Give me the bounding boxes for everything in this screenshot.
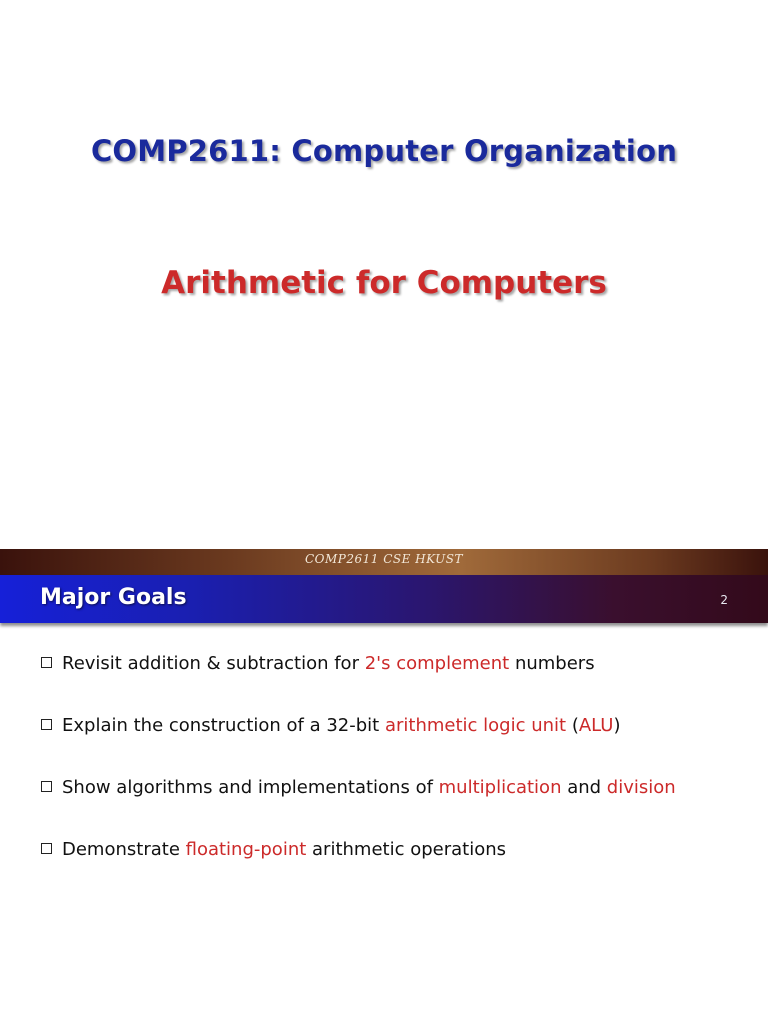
checkbox-bullet-icon <box>41 719 52 730</box>
footer-text: COMP2611 CSE HKUST <box>304 552 464 566</box>
bullet-text: numbers <box>509 653 595 674</box>
bullet-text: ) <box>613 715 621 736</box>
checkbox-bullet-icon <box>41 843 52 854</box>
footer-bar <box>0 549 768 575</box>
highlight-term: division <box>606 777 676 798</box>
bullet-list <box>41 648 761 896</box>
checkbox-bullet-icon <box>41 657 52 668</box>
bullet-text: Demonstrate <box>62 839 186 860</box>
highlight-term: floating-point <box>185 839 307 860</box>
bullet-item <box>41 710 761 741</box>
page-number: 2 <box>720 593 728 607</box>
highlight-term: multiplication <box>438 777 562 798</box>
checkbox-bullet-icon <box>41 781 52 792</box>
bullet-text: and <box>561 777 607 798</box>
bullet-item <box>41 772 761 803</box>
bullet-text: Revisit addition & subtraction for <box>62 653 365 674</box>
bullet-text: Show algorithms and implementations of <box>62 777 439 798</box>
course-title: COMP2611: Computer Organization <box>90 134 678 168</box>
bullet-text: arithmetic operations <box>306 839 507 860</box>
bullet-text: ( <box>566 715 579 736</box>
highlight-term: arithmetic logic unit <box>384 715 567 736</box>
highlight-term: ALU <box>578 715 614 736</box>
highlight-term: 2's complement <box>364 653 510 674</box>
bullet-item <box>41 834 761 865</box>
bullet-text: Explain the construction of a 32-bit <box>62 715 385 736</box>
slide-title: Major Goals <box>40 585 187 610</box>
bullet-item <box>41 648 761 679</box>
lecture-title: Arithmetic for Computers <box>161 265 607 301</box>
slide-header <box>0 575 768 623</box>
